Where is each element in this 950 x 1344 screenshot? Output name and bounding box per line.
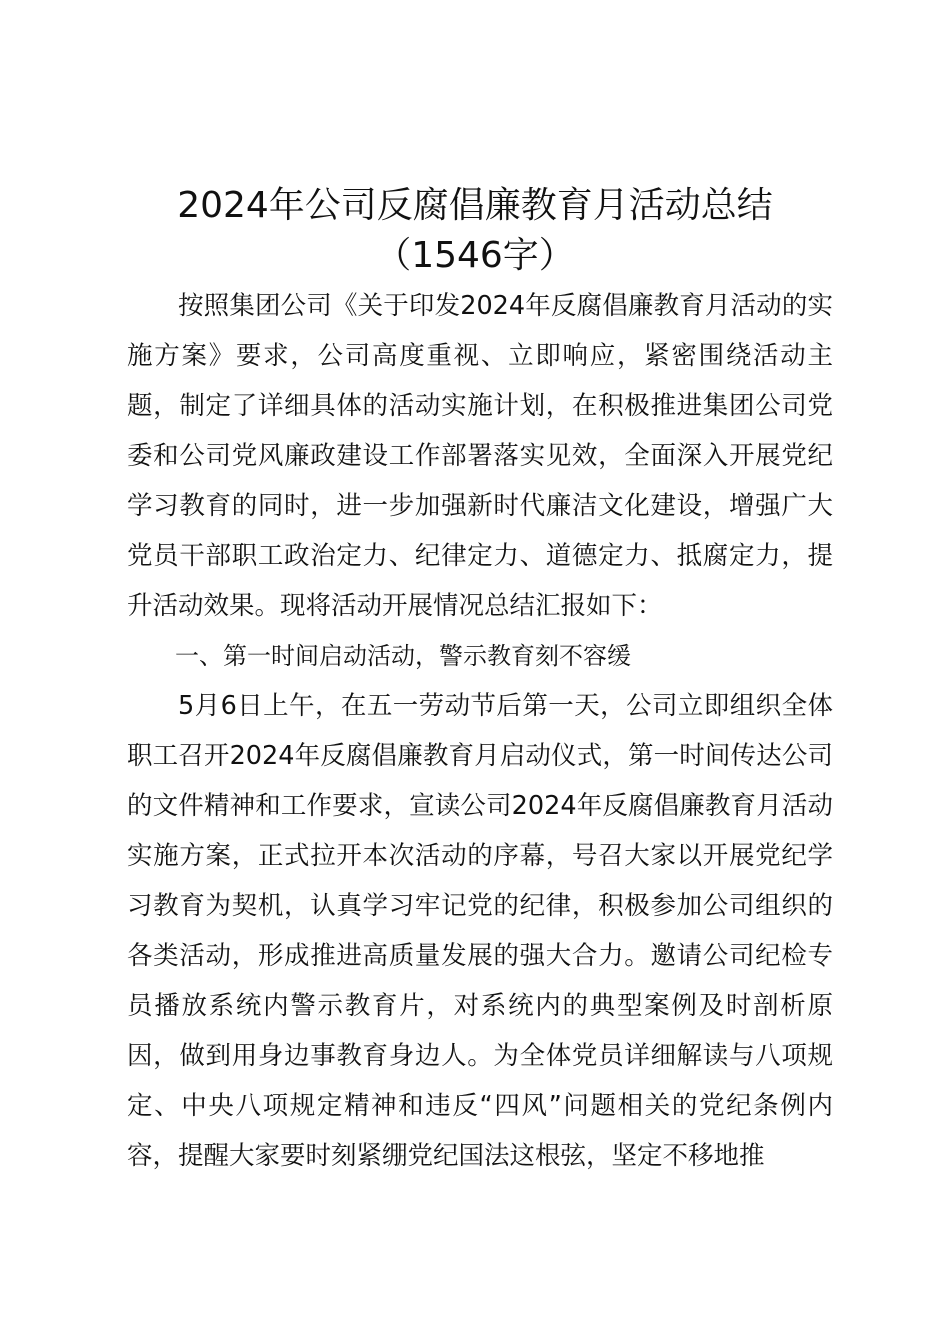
document-body [127,281,833,1181]
section-heading: 一、第一时间启动活动，警示教育刻不容缓 [175,642,631,670]
document-title: 2024年公司反腐倡廉教育月活动总结 [177,185,773,226]
intro-paragraph: 按照集团公司《关于印发2024年反腐倡廉教育月活动的实施方案》要求，公司高度重视、立即响应，紧密围绕活动主题，制定了详细具体的活动实施计划，在积极推进集团公司党委和公司党风廉政建设工作部署落实见效，全面深入开展党纪学习教育的同时，进一步加强新时代廉洁文化建设，增强广大党员干部职工政治定力、纪律定力、道德定力、抵腐定力，提升活动效果。现将活动开展情况总结汇报如下： [127,291,833,621]
section-paragraph: 5月6日上午，在五一劳动节后第一天，公司立即组织全体职工召开2024年反腐倡廉教育月启动仪式，第一时间传达公司的文件精神和工作要求，宣读公司2024年反腐倡廉教育月活动实施方案，正式拉开本次活动的序幕，号召大家以开展党纪学习教育为契机，认真学习牢记党的纪律，积极参加公司组织的各类活动，形成推进高质量发展的强大合力。邀请公司纪检专员播放系统内警示教育片，对系统内的典型案例及时剖析原因，做到用身边事教育身边人。为全体党员详细解读与八项规定、中央八项规定精神和违反“四风”问题相关的党纪条例内容，提醒大家要时刻紧绷党纪国法这根弦，坚定不移地推 [127,691,833,1171]
document-word-count: （1546字） [375,235,575,276]
